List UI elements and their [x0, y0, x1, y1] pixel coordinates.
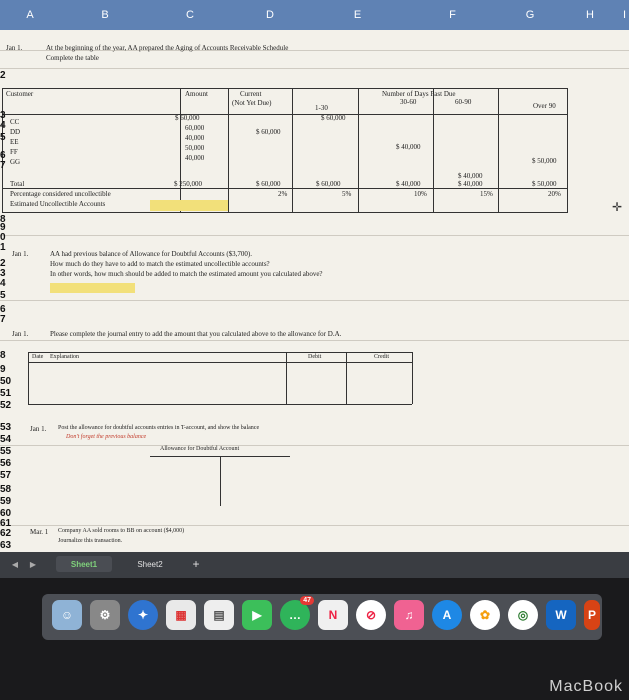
- column-e-header[interactable]: E: [353, 9, 362, 21]
- q2-date: Jan 1.: [12, 250, 29, 258]
- q5-text-2: Journalize this transaction.: [58, 538, 123, 544]
- q4-date: Jan 1.: [30, 425, 47, 433]
- app-store-icon[interactable]: A: [432, 600, 462, 630]
- amount-dd: 60,000: [185, 124, 205, 132]
- row-number: 7: [0, 160, 6, 171]
- row-number: 6: [0, 150, 6, 161]
- notes-icon[interactable]: ▤: [204, 600, 234, 630]
- news-icon[interactable]: N: [318, 600, 348, 630]
- pct-over-90: 20%: [548, 190, 561, 198]
- header-60-90: 60-90: [455, 98, 472, 106]
- messages-badge: 47: [300, 596, 314, 605]
- amount-cc: $ 60,000: [175, 114, 200, 122]
- header-customer: Customer: [6, 90, 34, 98]
- header-30-60: 30-60: [400, 98, 417, 106]
- powerpoint-icon[interactable]: P: [584, 600, 600, 630]
- row-number: 4: [0, 278, 6, 289]
- row-number: 5: [0, 290, 6, 301]
- journal-explanation-header: Explanation: [50, 354, 79, 360]
- next-sheet-icon[interactable]: ▶: [29, 559, 37, 569]
- total-amount: $ 250,000: [174, 180, 202, 188]
- total-30-60: $ 40,000: [396, 180, 421, 188]
- customer-gg: GG: [10, 158, 21, 166]
- q4-text-2: Don't forget the previous balance: [66, 434, 147, 440]
- column-a-header[interactable]: A: [26, 9, 34, 21]
- amount-ff: 50,000: [185, 144, 205, 152]
- customer-cc: CC: [10, 118, 20, 126]
- intro-text-2: Complete the table: [46, 54, 99, 62]
- estimated-label: Estimated Uncollectible Accounts: [10, 200, 106, 208]
- column-g-header[interactable]: G: [525, 9, 535, 21]
- q5-text-1: Company AA sold rooms to BB on account ($4,000): [58, 528, 185, 534]
- dd-current-value: $ 60,000: [256, 128, 281, 136]
- q2-answer-cell[interactable]: [50, 283, 135, 293]
- finder-icon[interactable]: ☺: [52, 600, 82, 630]
- pct-60-90: 15%: [480, 190, 493, 198]
- row-number: 3: [0, 110, 6, 121]
- row-number: 8: [0, 350, 6, 361]
- row-number: 62: [0, 528, 12, 539]
- column-f-header[interactable]: F: [449, 9, 456, 21]
- total-1-30: $ 60,000: [316, 180, 341, 188]
- gg-60-90-value: $ 40,000: [458, 172, 483, 180]
- photos-icon[interactable]: ✿: [470, 600, 500, 630]
- row-number: 61: [0, 518, 12, 529]
- tab-sheet1[interactable]: Sheet1: [56, 556, 112, 572]
- facetime-icon[interactable]: ▶: [242, 600, 272, 630]
- ff-over-90-value: $ 50,000: [532, 157, 557, 165]
- header-1-30: 1-30: [315, 104, 328, 112]
- device-label: MacBook: [549, 678, 623, 695]
- header-days-past-due: Number of Days Past Due: [382, 90, 456, 98]
- row-number: 9: [0, 222, 6, 233]
- safari-icon[interactable]: ✦: [128, 600, 158, 630]
- total-current: $ 60,000: [256, 180, 281, 188]
- launchpad-icon[interactable]: ⚙: [90, 600, 120, 630]
- customer-ff: FF: [10, 148, 18, 156]
- header-amount: Amount: [185, 90, 208, 98]
- header-current: Current: [240, 90, 262, 98]
- row-number: 54: [0, 434, 12, 445]
- chrome-icon[interactable]: ◎: [508, 600, 538, 630]
- intro-date: Jan 1.: [6, 44, 23, 52]
- row-number: 2: [0, 258, 6, 269]
- no-entry-icon[interactable]: ⊘: [356, 600, 386, 630]
- column-i-header[interactable]: I: [622, 9, 627, 21]
- row-number: 6: [0, 304, 6, 315]
- prev-sheet-icon[interactable]: ◀: [11, 559, 19, 569]
- q2-text-3: In other words, how much should be added to match the estimated amount you calculated above?: [50, 270, 323, 278]
- cell-cursor-icon: ✛: [612, 200, 623, 214]
- journal-credit-header: Credit: [374, 354, 389, 360]
- row-number: 1: [0, 242, 6, 253]
- column-d-header[interactable]: D: [266, 9, 274, 21]
- total-over-90: $ 50,000: [532, 180, 557, 188]
- column-b-header[interactable]: B: [101, 9, 109, 21]
- column-header-bar: [0, 0, 629, 30]
- row-number: 3: [0, 268, 6, 279]
- row-number: 63: [0, 540, 12, 551]
- total-label: Total: [10, 180, 25, 188]
- q3-date: Jan 1.: [12, 330, 29, 338]
- pct-1-30: 5%: [342, 190, 352, 198]
- dock: [42, 594, 602, 640]
- row-number: 60: [0, 508, 12, 519]
- row-number: 59: [0, 496, 12, 507]
- add-sheet-button[interactable]: +: [192, 557, 200, 571]
- taccount-title: Allowance for Doubtful Account: [160, 446, 240, 452]
- column-c-header[interactable]: C: [186, 9, 194, 21]
- q3-text: Please complete the journal entry to add the amount that you calculated above to the allowance for D.A.: [50, 330, 342, 338]
- row-number: 53: [0, 422, 12, 433]
- word-icon[interactable]: W: [546, 600, 576, 630]
- row-number: 52: [0, 400, 12, 411]
- amount-gg: 40,000: [185, 154, 205, 162]
- percentage-label: Percentage considered uncollectible: [10, 190, 111, 198]
- q5-date: Mar. 1: [30, 528, 49, 536]
- row-number: 56: [0, 458, 12, 469]
- row-number: 9: [0, 364, 6, 375]
- tab-sheet2[interactable]: Sheet2: [137, 559, 163, 569]
- sheet-tab-bar: [0, 552, 629, 578]
- row-number: 51: [0, 388, 12, 399]
- pct-30-60: 10%: [414, 190, 427, 198]
- calendar-icon[interactable]: ▦: [166, 600, 196, 630]
- journal-date-header: Date: [32, 354, 44, 360]
- music-icon[interactable]: ♫: [394, 600, 424, 630]
- row-number: 5: [0, 132, 6, 143]
- row-number: 4: [0, 120, 6, 131]
- total-60-90: $ 40,000: [458, 180, 483, 188]
- pct-current: 2%: [278, 190, 288, 198]
- ee-30-60-value: $ 40,000: [396, 143, 421, 151]
- row-number: 58: [0, 484, 12, 495]
- row-number: 50: [0, 376, 12, 387]
- row-number: 55: [0, 446, 12, 457]
- intro-text-1: At the beginning of the year, AA prepared the Aging of Accounts Receivable Schedule: [46, 44, 289, 52]
- cc-1-30-value: $ 60,000: [321, 114, 346, 122]
- row-number: 2: [0, 70, 6, 81]
- messages-icon[interactable]: … 47: [280, 600, 310, 630]
- row-number: 8: [0, 214, 6, 225]
- row-number: 57: [0, 470, 12, 481]
- amount-ee: 40,000: [185, 134, 205, 142]
- estimated-answer-cell[interactable]: [150, 200, 228, 211]
- row-number: 7: [0, 314, 6, 325]
- header-over-90: Over 90: [533, 102, 556, 110]
- customer-ee: EE: [10, 138, 19, 146]
- row-number: 0: [0, 232, 6, 243]
- journal-debit-header: Debit: [308, 354, 322, 360]
- q2-text-2: How much do they have to add to match the estimated uncollectible accounts?: [50, 260, 270, 268]
- column-h-header[interactable]: H: [586, 9, 594, 21]
- customer-dd: DD: [10, 128, 21, 136]
- header-not-yet-due: (Not Yet Due): [232, 99, 272, 107]
- q2-text-1: AA had previous balance of Allowance for Doubtful Accounts ($3,700).: [50, 250, 252, 258]
- q4-text-1: Post the allowance for doubtful accounts entries in T-account, and show the balance: [58, 425, 260, 431]
